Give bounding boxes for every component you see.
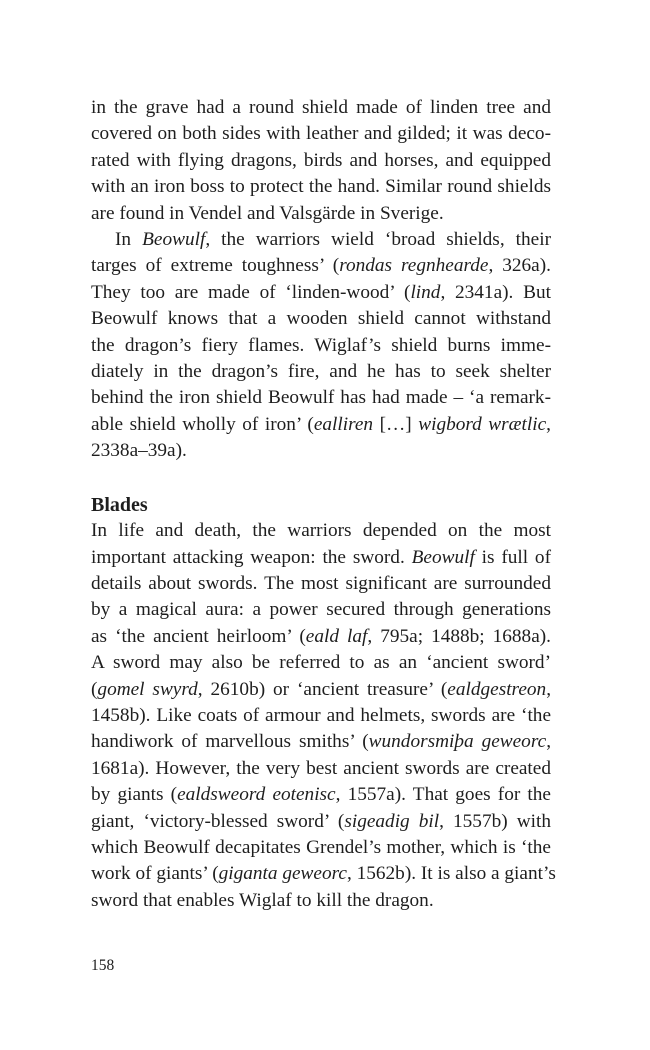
text-run: , 326a). [488, 255, 551, 277]
italic-quote: wundorsmiþa geweorc [368, 731, 547, 753]
text-run: by giants ( [91, 784, 178, 806]
italic-quote: gomel swyrd [97, 678, 198, 700]
text-line: Beowulf knows that a wooden shield cannot withstand [91, 308, 551, 330]
text-line: 1681a). However, the very best ancient swords are created [91, 757, 551, 779]
text-line: rated with flying dragons, birds and horses, and equipped [91, 149, 551, 171]
text-line [91, 253, 551, 279]
text-line [91, 280, 551, 306]
text-line: behind the iron shield Beowulf has had made – ‘a remark- [91, 387, 551, 409]
text-line: are found in Vendel and Valsgärde in Sverige. [91, 202, 444, 224]
text-run: , 2341a). But [440, 281, 551, 303]
text-run: , 1557a). That goes for the [335, 784, 551, 806]
text-line [91, 227, 551, 253]
italic-quote: lind [410, 281, 441, 303]
text-line: in the grave had a round shield made of linden tree and [91, 97, 551, 118]
text-line [91, 624, 551, 650]
text-run: […] [373, 413, 419, 435]
text-line [91, 861, 556, 887]
text-line [91, 545, 551, 571]
text-line [91, 729, 551, 755]
text-line: sword that enables Wiglaf to kill the dragon. [91, 889, 434, 911]
italic-quote: sigeadig bil [344, 810, 440, 832]
page-body [91, 95, 556, 914]
text-line: covered on both sides with leather and gilded; it was deco- [91, 123, 551, 145]
text-line [91, 809, 551, 835]
paragraph-blades [91, 518, 556, 914]
text-line: 2338a–39a). [91, 440, 187, 462]
text-run: able shield wholly of iron’ ( [91, 413, 314, 435]
text-run: , 1562b). It is also a giant’s [346, 863, 556, 885]
text-line: with an iron boss to protect the hand. Similar round shields [91, 176, 551, 198]
italic-quote: rondas regnhearde [339, 255, 489, 277]
page-number: 158 [91, 957, 115, 974]
text-run: , [546, 678, 552, 700]
text-line: diately in the dragon’s fire, and he has to seek shelter [91, 361, 551, 383]
italic-quote: ealliren [313, 413, 374, 435]
text-run: handiwork of marvellous smiths’ ( [91, 731, 369, 753]
text-line: by a magical aura: a power secured through generations [91, 599, 551, 621]
text-line: A sword may also be referred to as an ‘ancient sword’ [91, 652, 551, 674]
paragraph-shield-description [91, 95, 551, 227]
text-run: targes of extreme toughness’ ( [91, 255, 340, 277]
text-run: , 2610b) or ‘ancient treasure’ ( [197, 678, 448, 700]
text-line: In life and death, the warriors depended on the most [91, 520, 551, 542]
text-line: which Beowulf decapitates Grendel’s mother, which is ‘the [91, 836, 551, 858]
italic-quote: ealdgestreon [447, 678, 547, 700]
text-run: , 1557b) with [439, 810, 551, 832]
text-run: giant, ‘victory-blessed sword’ ( [91, 810, 345, 832]
text-run: important attacking weapon: the sword. [91, 546, 412, 568]
text-run: , 795a; 1488b; 1688a). [367, 625, 552, 647]
text-run: They too are made of ‘linden-wood’ ( [91, 281, 411, 303]
text-line [91, 677, 551, 703]
paragraph-beowulf-shields [91, 227, 551, 465]
italic-quote: ealdsweord eotenisc [177, 784, 336, 806]
text-line [91, 782, 551, 808]
italic-quote: eald laf [305, 625, 368, 647]
text-run: , the warriors wield ‘broad shields, their [205, 229, 552, 251]
text-run: is full of [474, 546, 551, 568]
italic-quote: wigbord wrætlic [418, 413, 547, 435]
text-line [91, 412, 551, 438]
text-run: , [546, 731, 552, 753]
italic-title: Beowulf [142, 229, 206, 251]
text-run: as ‘the ancient heirloom’ ( [91, 625, 306, 647]
text-run: ( [91, 678, 98, 700]
section-heading: Blades [91, 493, 148, 516]
text-line: the dragon’s fiery flames. Wiglaf’s shield burns imme- [91, 334, 551, 356]
text-run: work of giants’ ( [91, 863, 219, 885]
italic-quote: giganta geweorc [218, 863, 347, 885]
text-run: In [115, 229, 143, 251]
text-line: 1458b). Like coats of armour and helmets, swords are ‘the [91, 704, 551, 726]
text-line: details about swords. The most significant are surrounded [91, 572, 551, 594]
italic-title: Beowulf [411, 546, 475, 568]
text-run: , [546, 413, 551, 435]
